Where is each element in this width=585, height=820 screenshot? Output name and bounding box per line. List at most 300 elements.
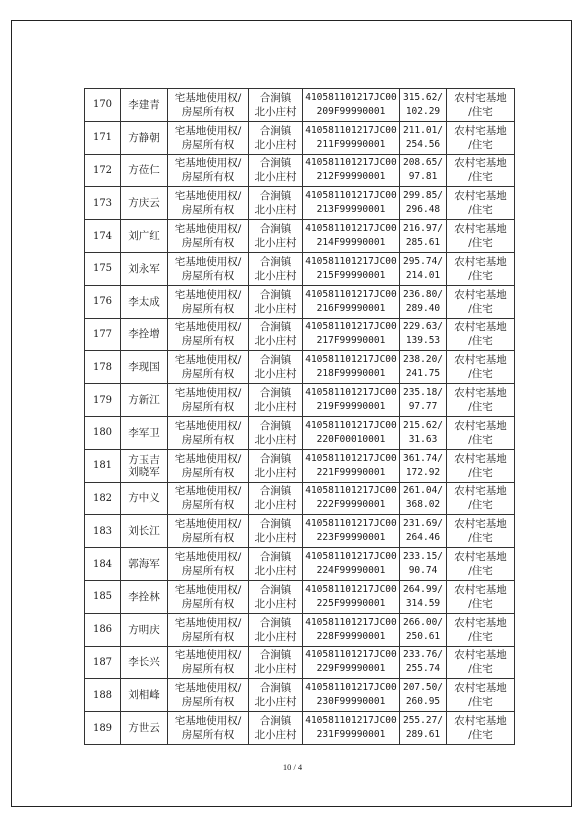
cell-area-line: 285.61 <box>405 237 441 249</box>
table-row <box>85 613 515 646</box>
cell-owner-name-line: 刘永军 <box>128 262 160 275</box>
cell-use-line: 农村宅基地 <box>454 288 507 301</box>
cell-unit-code <box>303 351 400 384</box>
table-row <box>85 384 515 417</box>
cell-area-line: 266.00/ <box>402 616 444 628</box>
cell-unit-code-line: 217F99990001 <box>316 335 386 347</box>
cell-area-line: 102.29 <box>405 105 441 117</box>
cell-right-type-line: 宅基地使用权/ <box>174 255 242 268</box>
cell-location-line: 合涧镇 <box>259 715 292 728</box>
cell-location-line: 北小庄村 <box>254 105 297 118</box>
cell-number: 182 <box>85 482 121 515</box>
cell-unit-code <box>303 252 400 285</box>
cell-unit-code <box>303 121 400 154</box>
cell-location-line: 北小庄村 <box>254 729 297 742</box>
table-row <box>85 482 515 515</box>
cell-use <box>447 384 515 417</box>
cell-area <box>400 712 447 745</box>
cell-area-line: 214.01 <box>405 269 441 281</box>
cell-location-line: 合涧镇 <box>259 321 292 334</box>
cell-unit-code-line: 220F00010001 <box>316 433 386 445</box>
cell-location-line: 北小庄村 <box>254 597 297 610</box>
cell-location-line: 合涧镇 <box>259 124 292 137</box>
cell-location-line: 北小庄村 <box>254 696 297 709</box>
cell-right-type-line: 房屋所有权 <box>181 630 235 643</box>
cell-owner-name <box>121 285 168 318</box>
cell-area-line: 314.59 <box>405 597 441 609</box>
cell-unit-code <box>303 318 400 351</box>
cell-use <box>447 121 515 154</box>
cell-use-line: /住宅 <box>468 597 493 610</box>
cell-owner-name <box>121 89 168 122</box>
cell-use <box>447 449 515 482</box>
cell-right-type-line: 宅基地使用权/ <box>174 157 242 170</box>
cell-owner-name <box>121 351 168 384</box>
table-row <box>85 154 515 187</box>
cell-area-line: 289.40 <box>405 302 441 314</box>
cell-right-type-line: 宅基地使用权/ <box>174 223 242 236</box>
cell-unit-code-line: 211F99990001 <box>316 138 386 150</box>
cell-owner-name <box>121 449 168 482</box>
cell-number: 177 <box>85 318 121 351</box>
cell-location-line: 北小庄村 <box>254 466 297 479</box>
cell-owner-name-line: 李军卫 <box>128 426 160 439</box>
cell-use <box>447 482 515 515</box>
table-row <box>85 548 515 581</box>
cell-right-type-line: 房屋所有权 <box>181 663 235 676</box>
cell-owner-name-line: 李拴林 <box>128 590 160 603</box>
cell-number: 178 <box>85 351 121 384</box>
cell-area-line: 368.02 <box>405 499 441 511</box>
cell-unit-code-line: 410581101217JC00 <box>305 321 397 333</box>
cell-area <box>400 580 447 613</box>
cell-unit-code-line: 221F99990001 <box>316 466 386 478</box>
table-row <box>85 220 515 253</box>
cell-use-line: 农村宅基地 <box>454 190 507 203</box>
cell-area <box>400 613 447 646</box>
cell-location-line: 合涧镇 <box>259 223 292 236</box>
cell-unit-code-line: 410581101217JC00 <box>305 419 397 431</box>
cell-location-line: 合涧镇 <box>259 190 292 203</box>
cell-unit-code-line: 215F99990001 <box>316 269 386 281</box>
cell-location-line: 合涧镇 <box>259 583 292 596</box>
cell-number: 187 <box>85 646 121 679</box>
cell-right-type-line: 房屋所有权 <box>181 499 235 512</box>
cell-right-type <box>168 121 249 154</box>
cell-area <box>400 121 447 154</box>
cell-right-type-line: 房屋所有权 <box>181 138 235 151</box>
cell-unit-code <box>303 712 400 745</box>
cell-right-type-line: 宅基地使用权/ <box>174 354 242 367</box>
cell-owner-name <box>121 580 168 613</box>
table-row <box>85 252 515 285</box>
cell-owner-name <box>121 252 168 285</box>
cell-right-type <box>168 548 249 581</box>
cell-use-line: 农村宅基地 <box>454 157 507 170</box>
cell-right-type-line: 房屋所有权 <box>181 171 235 184</box>
cell-use <box>447 351 515 384</box>
cell-right-type-line: 宅基地使用权/ <box>174 387 242 400</box>
cell-unit-code-line: 224F99990001 <box>316 565 386 577</box>
table-row <box>85 449 515 482</box>
cell-right-type-line: 宅基地使用权/ <box>174 649 242 662</box>
cell-right-type-line: 宅基地使用权/ <box>174 616 242 629</box>
cell-unit-code <box>303 580 400 613</box>
cell-unit-code-line: 410581101217JC00 <box>305 485 397 497</box>
cell-use-line: 农村宅基地 <box>454 682 507 695</box>
cell-area-line: 238.20/ <box>402 354 444 366</box>
cell-area-line: 361.74/ <box>402 452 444 464</box>
cell-use-line: /住宅 <box>468 696 493 709</box>
cell-area-line: 231.69/ <box>402 518 444 530</box>
cell-unit-code <box>303 482 400 515</box>
cell-use-line: 农村宅基地 <box>454 452 507 465</box>
cell-area <box>400 220 447 253</box>
cell-use-line: 农村宅基地 <box>454 321 507 334</box>
cell-number: 189 <box>85 712 121 745</box>
cell-unit-code-line: 216F99990001 <box>316 302 386 314</box>
cell-location <box>249 613 303 646</box>
cell-number: 170 <box>85 89 121 122</box>
cell-right-type <box>168 613 249 646</box>
cell-location <box>249 384 303 417</box>
cell-right-type <box>168 154 249 187</box>
cell-location-line: 合涧镇 <box>259 387 292 400</box>
cell-use-line: /住宅 <box>468 499 493 512</box>
cell-location <box>249 712 303 745</box>
cell-unit-code <box>303 515 400 548</box>
cell-location <box>249 154 303 187</box>
cell-right-type-line: 房屋所有权 <box>181 565 235 578</box>
cell-unit-code-line: 410581101217JC00 <box>305 387 397 399</box>
cell-owner-name-line: 方明庆 <box>128 623 160 636</box>
cell-unit-code-line: 222F99990001 <box>316 499 386 511</box>
cell-right-type-line: 宅基地使用权/ <box>174 551 242 564</box>
table-row <box>85 712 515 745</box>
cell-use-line: /住宅 <box>468 269 493 282</box>
cell-area-line: 97.81 <box>408 171 438 183</box>
cell-right-type-line: 宅基地使用权/ <box>174 124 242 137</box>
cell-use <box>447 613 515 646</box>
cell-use-line: 农村宅基地 <box>454 715 507 728</box>
cell-location <box>249 449 303 482</box>
cell-owner-name-line: 方庆云 <box>128 197 160 210</box>
cell-right-type-line: 宅基地使用权/ <box>174 583 242 596</box>
cell-area-line: 260.95 <box>405 696 441 708</box>
cell-unit-code-line: 410581101217JC00 <box>305 124 397 136</box>
cell-right-type-line: 宅基地使用权/ <box>174 288 242 301</box>
cell-unit-code <box>303 449 400 482</box>
cell-location <box>249 285 303 318</box>
cell-right-type <box>168 318 249 351</box>
cell-area-line: 296.48 <box>405 204 441 216</box>
cell-area-line: 261.04/ <box>402 485 444 497</box>
cell-area-line: 172.92 <box>405 466 441 478</box>
cell-owner-name-line: 李拴增 <box>128 328 160 341</box>
cell-location-line: 北小庄村 <box>254 138 297 151</box>
table-row <box>85 646 515 679</box>
cell-owner-name-line: 李长兴 <box>128 656 160 669</box>
cell-unit-code-line: 410581101217JC00 <box>305 518 397 530</box>
cell-number: 176 <box>85 285 121 318</box>
cell-unit-code <box>303 220 400 253</box>
table-row <box>85 416 515 449</box>
cell-location-line: 合涧镇 <box>259 157 292 170</box>
cell-owner-name-line: 方世云 <box>128 722 160 735</box>
cell-number: 171 <box>85 121 121 154</box>
cell-number: 185 <box>85 580 121 613</box>
table-row <box>85 318 515 351</box>
cell-location-line: 北小庄村 <box>254 204 297 217</box>
cell-number: 175 <box>85 252 121 285</box>
cell-use <box>447 646 515 679</box>
cell-number: 172 <box>85 154 121 187</box>
table-row <box>85 285 515 318</box>
table-row <box>85 121 515 154</box>
cell-owner-name-line: 方新江 <box>128 394 160 407</box>
cell-area-line: 289.61 <box>405 729 441 741</box>
cell-area-line: 97.77 <box>408 401 438 413</box>
cell-owner-name-line: 刘长江 <box>128 525 160 538</box>
cell-area-line: 233.15/ <box>402 551 444 563</box>
cell-right-type <box>168 220 249 253</box>
cell-number: 174 <box>85 220 121 253</box>
cell-area <box>400 89 447 122</box>
cell-unit-code <box>303 416 400 449</box>
cell-location-line: 北小庄村 <box>254 663 297 676</box>
cell-unit-code-line: 410581101217JC00 <box>305 551 397 563</box>
cell-owner-name <box>121 187 168 220</box>
page-number: 10 / 4 <box>282 762 303 772</box>
cell-right-type-line: 房屋所有权 <box>181 237 235 250</box>
cell-location-line: 北小庄村 <box>254 368 297 381</box>
cell-location-line: 合涧镇 <box>259 551 292 564</box>
cell-area-line: 315.62/ <box>402 91 444 103</box>
cell-use <box>447 252 515 285</box>
cell-right-type <box>168 712 249 745</box>
cell-area-line: 295.74/ <box>402 255 444 267</box>
cell-owner-name-line: 方玉吉 <box>128 453 160 466</box>
cell-area-line: 255.27/ <box>402 715 444 727</box>
cell-area-line: 207.50/ <box>402 682 444 694</box>
cell-owner-name <box>121 482 168 515</box>
cell-area <box>400 515 447 548</box>
cell-location <box>249 187 303 220</box>
cell-right-type <box>168 580 249 613</box>
cell-location-line: 北小庄村 <box>254 237 297 250</box>
cell-unit-code-line: 219F99990001 <box>316 401 386 413</box>
cell-use-line: /住宅 <box>468 237 493 250</box>
cell-area-line: 233.76/ <box>402 649 444 661</box>
cell-owner-name <box>121 679 168 712</box>
cell-owner-name-line: 方中义 <box>128 492 160 505</box>
table-row <box>85 351 515 384</box>
cell-number: 179 <box>85 384 121 417</box>
cell-use-line: 农村宅基地 <box>454 485 507 498</box>
cell-use-line: 农村宅基地 <box>454 419 507 432</box>
cell-location <box>249 548 303 581</box>
cell-right-type <box>168 89 249 122</box>
cell-right-type-line: 宅基地使用权/ <box>174 419 242 432</box>
cell-unit-code-line: 209F99990001 <box>316 105 386 117</box>
cell-area <box>400 252 447 285</box>
table-row <box>85 515 515 548</box>
cell-use <box>447 548 515 581</box>
cell-location <box>249 580 303 613</box>
cell-use-line: 农村宅基地 <box>454 583 507 596</box>
cell-area-line: 250.61 <box>405 630 441 642</box>
cell-area-line: 211.01/ <box>402 124 444 136</box>
cell-location-line: 合涧镇 <box>259 616 292 629</box>
cell-right-type-line: 宅基地使用权/ <box>174 91 242 104</box>
cell-owner-name <box>121 318 168 351</box>
cell-right-type-line: 房屋所有权 <box>181 597 235 610</box>
cell-use-line: /住宅 <box>468 204 493 217</box>
cell-owner-name <box>121 416 168 449</box>
cell-unit-code-line: 410581101217JC00 <box>305 715 397 727</box>
table-row <box>85 679 515 712</box>
cell-unit-code-line: 410581101217JC00 <box>305 190 397 202</box>
cell-area <box>400 285 447 318</box>
cell-right-type-line: 宅基地使用权/ <box>174 682 242 695</box>
cell-owner-name <box>121 646 168 679</box>
cell-owner-name <box>121 384 168 417</box>
cell-right-type-line: 房屋所有权 <box>181 532 235 545</box>
cell-number: 186 <box>85 613 121 646</box>
cell-location <box>249 515 303 548</box>
cell-right-type-line: 宅基地使用权/ <box>174 190 242 203</box>
cell-right-type <box>168 416 249 449</box>
cell-location <box>249 318 303 351</box>
registration-table-body <box>85 89 515 745</box>
cell-owner-name <box>121 154 168 187</box>
cell-location-line: 北小庄村 <box>254 335 297 348</box>
cell-right-type <box>168 482 249 515</box>
cell-unit-code-line: 212F99990001 <box>316 171 386 183</box>
cell-unit-code-line: 410581101217JC00 <box>305 91 397 103</box>
cell-unit-code-line: 213F99990001 <box>316 204 386 216</box>
cell-right-type-line: 房屋所有权 <box>181 269 235 282</box>
cell-right-type <box>168 252 249 285</box>
cell-area-line: 264.99/ <box>402 583 444 595</box>
cell-location-line: 合涧镇 <box>259 288 292 301</box>
cell-right-type-line: 宅基地使用权/ <box>174 485 242 498</box>
table-row <box>85 89 515 122</box>
cell-unit-code-line: 410581101217JC00 <box>305 649 397 661</box>
cell-unit-code-line: 410581101217JC00 <box>305 223 397 235</box>
cell-use <box>447 220 515 253</box>
cell-area <box>400 384 447 417</box>
table-row <box>85 187 515 220</box>
cell-use <box>447 679 515 712</box>
cell-location-line: 北小庄村 <box>254 565 297 578</box>
cell-unit-code-line: 410581101217JC00 <box>305 288 397 300</box>
cell-location <box>249 646 303 679</box>
cell-owner-name <box>121 712 168 745</box>
cell-area <box>400 351 447 384</box>
cell-use-line: 农村宅基地 <box>454 387 507 400</box>
cell-area <box>400 482 447 515</box>
cell-unit-code-line: 410581101217JC00 <box>305 255 397 267</box>
cell-use <box>447 154 515 187</box>
cell-use-line: 农村宅基地 <box>454 616 507 629</box>
cell-number: 180 <box>85 416 121 449</box>
cell-area-line: 254.56 <box>405 138 441 150</box>
cell-number: 183 <box>85 515 121 548</box>
cell-right-type-line: 宅基地使用权/ <box>174 452 242 465</box>
cell-right-type-line: 房屋所有权 <box>181 204 235 217</box>
cell-right-type-line: 房屋所有权 <box>181 696 235 709</box>
cell-area <box>400 646 447 679</box>
cell-area-line: 299.85/ <box>402 190 444 202</box>
cell-area-line: 139.53 <box>405 335 441 347</box>
cell-unit-code-line: 225F99990001 <box>316 597 386 609</box>
cell-owner-name-line: 方莅仁 <box>128 164 160 177</box>
cell-location-line: 合涧镇 <box>259 452 292 465</box>
cell-use-line: 农村宅基地 <box>454 354 507 367</box>
cell-unit-code-line: 231F99990001 <box>316 729 386 741</box>
cell-area-line: 255.74 <box>405 663 441 675</box>
cell-owner-name-line: 方静朝 <box>128 131 160 144</box>
cell-right-type <box>168 285 249 318</box>
cell-use <box>447 416 515 449</box>
cell-location-line: 合涧镇 <box>259 485 292 498</box>
cell-location-line: 北小庄村 <box>254 630 297 643</box>
cell-location-line: 北小庄村 <box>254 401 297 414</box>
cell-number: 188 <box>85 679 121 712</box>
cell-area-line: 208.65/ <box>402 157 444 169</box>
cell-location-line: 北小庄村 <box>254 269 297 282</box>
cell-location <box>249 121 303 154</box>
cell-owner-name-line: 刘广红 <box>128 230 160 243</box>
cell-unit-code-line: 214F99990001 <box>316 237 386 249</box>
cell-right-type-line: 房屋所有权 <box>181 302 235 315</box>
cell-owner-name-line: 李建青 <box>128 98 160 111</box>
cell-owner-name <box>121 121 168 154</box>
cell-use-line: /住宅 <box>468 105 493 118</box>
cell-use-line: 农村宅基地 <box>454 551 507 564</box>
cell-location <box>249 252 303 285</box>
cell-owner-name <box>121 220 168 253</box>
cell-right-type-line: 房屋所有权 <box>181 368 235 381</box>
table-row <box>85 580 515 613</box>
cell-right-type-line: 宅基地使用权/ <box>174 518 242 531</box>
cell-owner-name <box>121 548 168 581</box>
cell-right-type-line: 房屋所有权 <box>181 729 235 742</box>
cell-location <box>249 89 303 122</box>
cell-area <box>400 416 447 449</box>
cell-unit-code <box>303 384 400 417</box>
cell-number: 184 <box>85 548 121 581</box>
cell-use <box>447 580 515 613</box>
cell-right-type <box>168 679 249 712</box>
cell-right-type-line: 宅基地使用权/ <box>174 715 242 728</box>
cell-right-type <box>168 187 249 220</box>
cell-area-line: 216.97/ <box>402 223 444 235</box>
cell-use-line: /住宅 <box>468 729 493 742</box>
cell-area-line: 229.63/ <box>402 321 444 333</box>
cell-use-line: 农村宅基地 <box>454 518 507 531</box>
cell-number: 181 <box>85 449 121 482</box>
cell-unit-code-line: 410581101217JC00 <box>305 583 397 595</box>
cell-location <box>249 351 303 384</box>
cell-area <box>400 154 447 187</box>
cell-right-type-line: 房屋所有权 <box>181 466 235 479</box>
cell-owner-name-line: 刘晓军 <box>128 465 160 478</box>
cell-area <box>400 679 447 712</box>
cell-owner-name <box>121 613 168 646</box>
cell-use <box>447 515 515 548</box>
